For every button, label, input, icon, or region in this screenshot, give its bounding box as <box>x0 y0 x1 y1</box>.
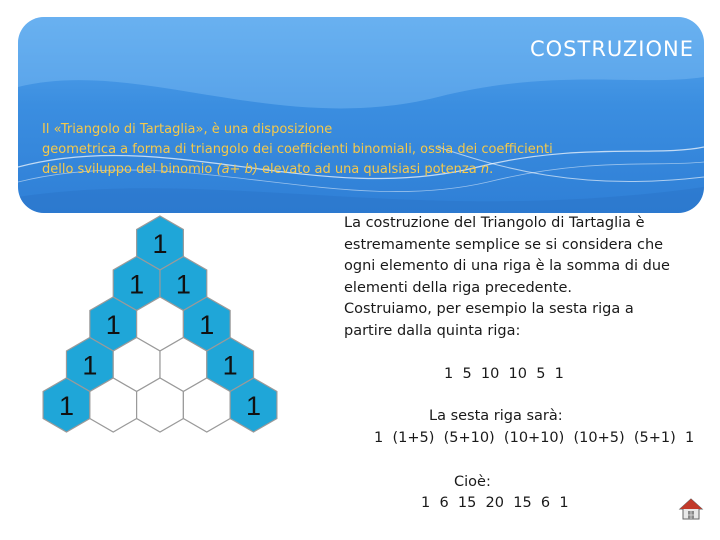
description-line: estremamente semplice se si considera che <box>344 236 664 253</box>
fifth-row-values: 1 5 10 10 5 1 <box>444 366 564 382</box>
hexagon-value: 1 <box>246 391 262 421</box>
description-line: partire dalla quinta riga: <box>344 322 521 339</box>
hexagon-value: 1 <box>199 310 215 340</box>
hexagon-value: 1 <box>129 269 145 300</box>
hexagon-value: 1 <box>58 391 74 421</box>
description-line: La costruzione del Triangolo di Tartaglia è <box>344 215 645 231</box>
hexagon-value: 1 <box>175 269 191 300</box>
intro-line-3: dello sviluppo del binomio (a+ b) elevato ad una qualsiasi potenza n. <box>42 162 494 177</box>
sixth-row-sums: 1 (1+5) (5+10) (10+10) (10+5) (5+1) 1 <box>374 430 695 446</box>
hexagon-value: 1 <box>222 350 238 381</box>
description-line: Costruiamo, per esempio la sesta riga a <box>344 301 634 317</box>
hexagon-value: 1 <box>152 229 168 259</box>
title-banner <box>18 17 704 213</box>
description-text <box>344 213 694 342</box>
tartaglia-hexagon-triangle <box>38 205 338 465</box>
description-line: ogni elemento di una riga è la somma di due <box>344 258 670 274</box>
description-line: elementi della riga precedente. <box>344 279 572 296</box>
hexagon-value: 1 <box>105 310 121 340</box>
slide-title: COSTRUZIONE <box>529 37 694 61</box>
intro-line-2: geometrica a forma di triangolo dei coefficienti binomiali, ossia dei coefficienti <box>42 142 553 157</box>
home-icon[interactable] <box>678 496 704 522</box>
intro-text <box>42 120 702 180</box>
result-row-values: 1 6 15 20 15 6 1 <box>421 495 569 511</box>
intro-line-1: Il «Triangolo di Tartaglia», è una disposizione <box>42 122 333 137</box>
sixth-row-label: La sesta riga sarà: <box>429 408 563 424</box>
hexagon-value: 1 <box>82 350 98 381</box>
result-label: Cioè: <box>454 474 491 490</box>
